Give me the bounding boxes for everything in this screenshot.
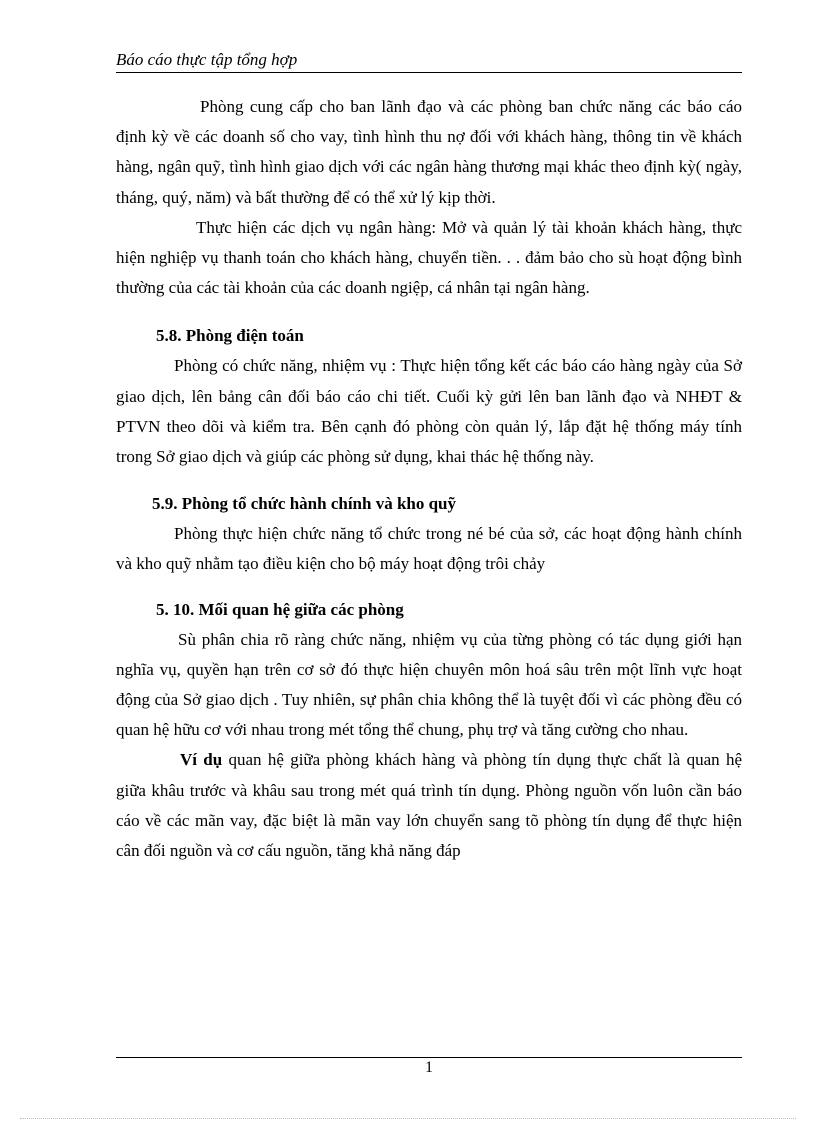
- paragraph-example: [116, 745, 742, 866]
- paragraph-dept-relations: Sù phân chia rõ ràng chức năng, nhiệm vụ của từng phòng có tác dụng giới hạn nghĩa vụ, quyền hạn trên cơ sở đó thực hiện chuyên môn hoá sâu trên một lĩnh vực hoạt động của Sở giao dịch . Tuy nhiên, sự phân chia không thể là tuyệt đối vì các phòng đều có quan hệ hữu cơ với nhau trong mét tổng thể chung, phụ trợ và tăng cường cho nhau.: [116, 629, 742, 740]
- footer-divider: [116, 1057, 742, 1058]
- page-header: [116, 50, 742, 73]
- paragraph-report-duties: Phòng cung cấp cho ban lãnh đạo và các phòng ban chức năng các báo cáo định kỳ về các doanh số cho vay, tình hình thu nợ đối với khách hàng, thông tin về khách hàng, ngân quỹ, tình hình giao dịch với các ngân hàng thương mại khác theo định kỳ( ngày, tháng, quý, năm) và bất thường để có thể xử lý kịp thời.: [116, 97, 742, 207]
- paragraph-computing-dept: Phòng có chức năng, nhiệm vụ : Thực hiện tổng kết các báo cáo hàng ngày của Sở giao dịch, lên bảng cân đối báo cáo chi tiết. Cuối kỳ gửi lên ban lãnh đạo và NHĐT & PTVN theo dõi và kiểm tra. Bên cạnh đó phòng còn quản lý, lắp đặt hệ thống máy tính trong Sở giao dịch và giúp các phòng sử dụng, khai thác hệ thống này.: [116, 356, 742, 467]
- paragraph-admin-dept: Phòng thực hiện chức năng tổ chức trong né bé của sở, các hoạt động hành chính và kho quỹ nhằm tạo điều kiện cho bộ máy hoạt động trôi chảy: [116, 524, 742, 574]
- section-heading-5-10: 5. 10. Mối quan hệ giữa các phòng: [156, 599, 404, 619]
- section-heading-5-9: 5.9. Phòng tổ chức hành chính và kho quỹ: [152, 494, 457, 514]
- section-heading-5-8: 5.8. Phòng điện toán: [156, 326, 304, 346]
- document-body: [116, 92, 742, 866]
- paragraph-banking-services: Thực hiện các dịch vụ ngân hàng: Mở và quản lý tài khoản khách hàng, thực hiện nghiệp vụ thanh toán cho khách hàng, chuyển tiền. . . đảm bảo cho sù hoạt động bình thường của các tài khoản của các doanh ngiệp, cá nhân tại ngân hàng.: [116, 217, 742, 298]
- page-number: 1: [425, 1059, 433, 1076]
- example-label: Ví dụ: [180, 750, 223, 770]
- example-text: quan hệ giữa phòng khách hàng và phòng tín dụng thực chất là quan hệ giữa khâu trước và khâu sau trong mét quá trình tín dụng. Phòng nguồn vốn luôn cần báo cáo về các mãn vay, đặc biệt là mãn vay lớn chuyển sang tõ phòng tín dụng để thực hiện cân đối nguồn và cơ cấu nguồn, tăng khả năng đáp: [116, 750, 742, 861]
- header-title: Báo cáo thực tập tổng hợp: [116, 50, 298, 69]
- page-bottom-border: [20, 1118, 796, 1119]
